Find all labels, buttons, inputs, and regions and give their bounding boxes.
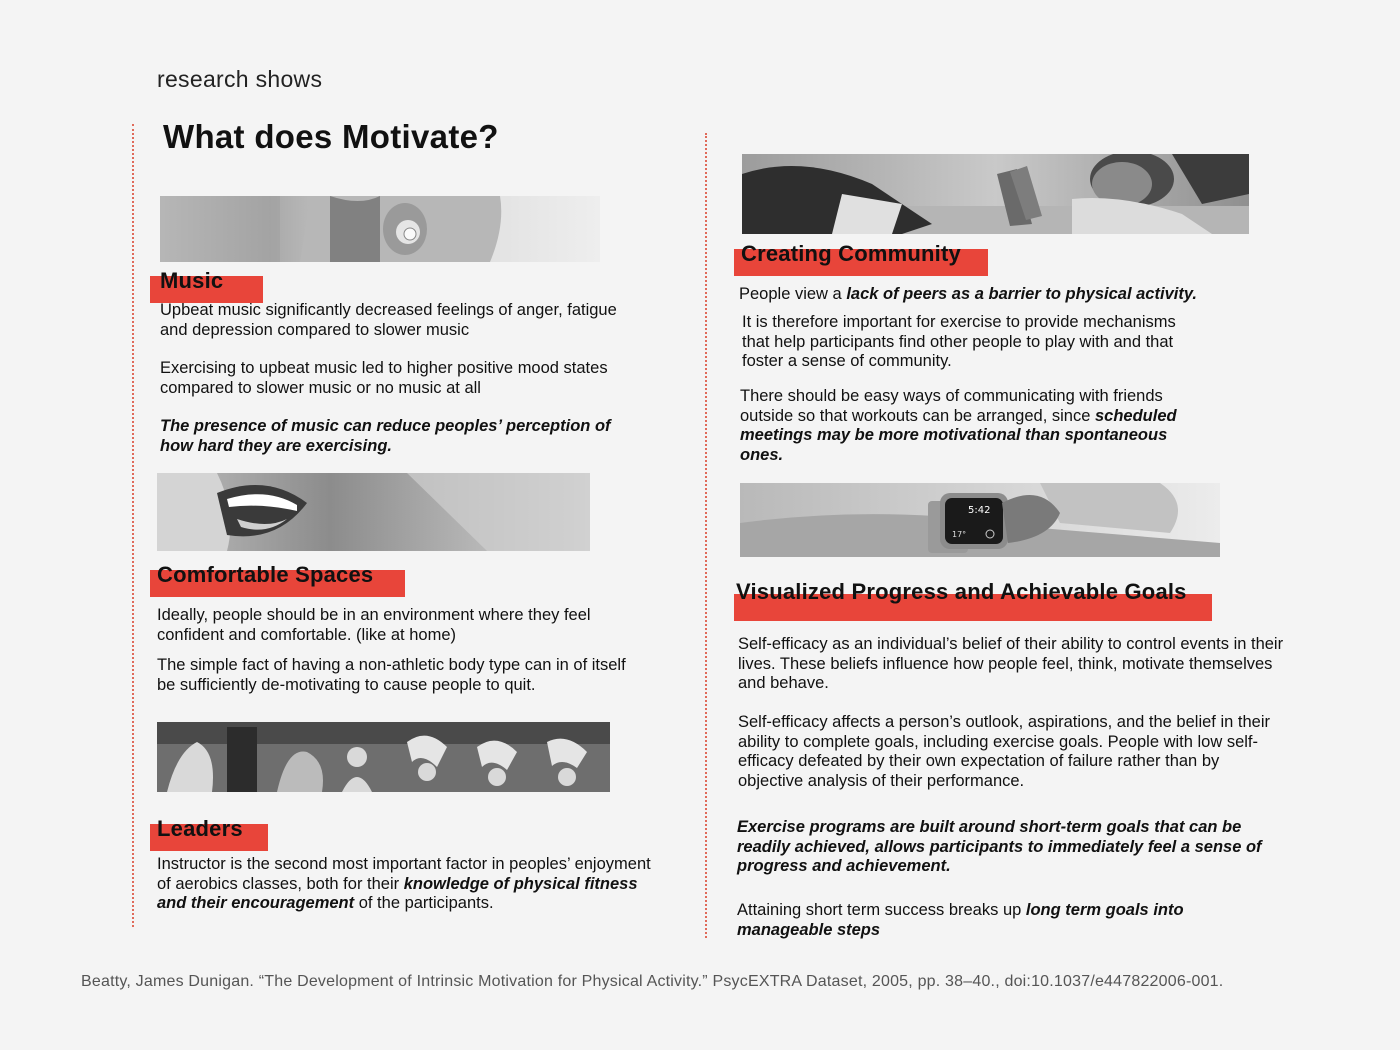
progress-heading	[734, 579, 1254, 621]
ear-earbud-icon	[383, 203, 427, 255]
progress-paragraph-3: Exercise programs are built around short-term goals that can be readily achieved, allows participants to immediately feel a sense of progress and achievement.	[737, 818, 1262, 875]
page-title: What does Motivate?	[163, 118, 499, 155]
watch-temp: 17°	[952, 530, 967, 539]
section-kicker: research shows	[157, 66, 323, 92]
leaders-photo	[157, 722, 610, 792]
music-paragraph-1: Upbeat music significantly decreased feelings of anger, fatigue and depression compared to slower music	[160, 301, 617, 339]
center-divider	[705, 133, 707, 938]
comfortable-heading	[150, 562, 450, 604]
community-paragraph-2: It is therefore important for exercise to provide mechanisms that help participants find other people to play with and that foster a sense of community.	[742, 313, 1176, 370]
comfortable-paragraph-2: The simple fact of having a non-athletic body type can in of itself be sufficiently de-motivating to cause people to quit.	[157, 656, 626, 694]
community-paragraph-3	[740, 387, 1210, 465]
progress-paragraph-2: Self-efficacy affects a person’s outlook, aspirations, and the belief in their ability to complete goals, including exercise goals. People with low self-efficacy defeated by their own expectation of failure rather than by objective analysis of their performance.	[738, 713, 1270, 790]
progress-paragraph-4	[737, 901, 1237, 940]
progress-heading-text: Visualized Progress and Achievable Goals	[736, 579, 1187, 604]
leaders-paragraph	[157, 855, 652, 914]
watch-time: 5:42	[968, 505, 991, 516]
comfortable-paragraph-1: Ideally, people should be in an environment where they feel confident and comfortable. (like at home)	[157, 606, 591, 644]
community-heading	[734, 241, 1034, 283]
progress-paragraph-1: Self-efficacy as an individual’s belief of their ability to control events in their lives. These beliefs influence how people feel, think, motivate themselves and behave.	[738, 635, 1284, 692]
music-paragraph-2: Exercising to upbeat music led to higher positive mood states compared to slower music or no music at all	[160, 359, 608, 397]
community-text-a: People view a	[739, 285, 847, 303]
community-text-3a: There should be easy ways of communicating with friends outside so that workouts can be arranged, since	[740, 387, 1163, 425]
comfortable-heading-text: Comfortable Spaces	[157, 562, 374, 587]
music-photo	[160, 196, 600, 262]
comfortable-photo	[157, 473, 590, 551]
community-heading-text: Creating Community	[741, 241, 961, 266]
progress-text-4a: Attaining short term success breaks up	[737, 901, 1026, 919]
leaders-text-c: of the participants.	[354, 894, 494, 912]
progress-text-4b: long term goals into manageable steps	[737, 901, 1184, 939]
leaders-heading-text: Leaders	[157, 816, 243, 841]
community-text-3b: scheduled meetings may be more motivational than spontaneous ones.	[740, 406, 1177, 464]
leaders-text-b: knowledge of physical fitness and their encouragement	[157, 874, 638, 912]
leaders-heading	[150, 816, 350, 858]
progress-photo	[740, 483, 1220, 557]
community-text-b: lack of peers as a barrier to physical activity.	[846, 285, 1197, 303]
community-paragraph-1	[739, 285, 1259, 305]
left-divider	[132, 124, 134, 927]
citation: Beatty, James Dunigan. “The Development of Intrinsic Motivation for Physical Activity.” PsycEXTRA Dataset, 2005, pp. 38–40., doi:10.1037/e447822006-001.	[81, 973, 1224, 990]
leaders-text-a: Instructor is the second most important factor in peoples’ enjoyment of aerobics classes, both for their	[157, 855, 651, 893]
community-photo	[742, 154, 1249, 234]
music-heading-text: Music	[160, 268, 224, 293]
music-paragraph-3: The presence of music can reduce peoples’ perception of how hard they are exercising.	[160, 417, 611, 455]
